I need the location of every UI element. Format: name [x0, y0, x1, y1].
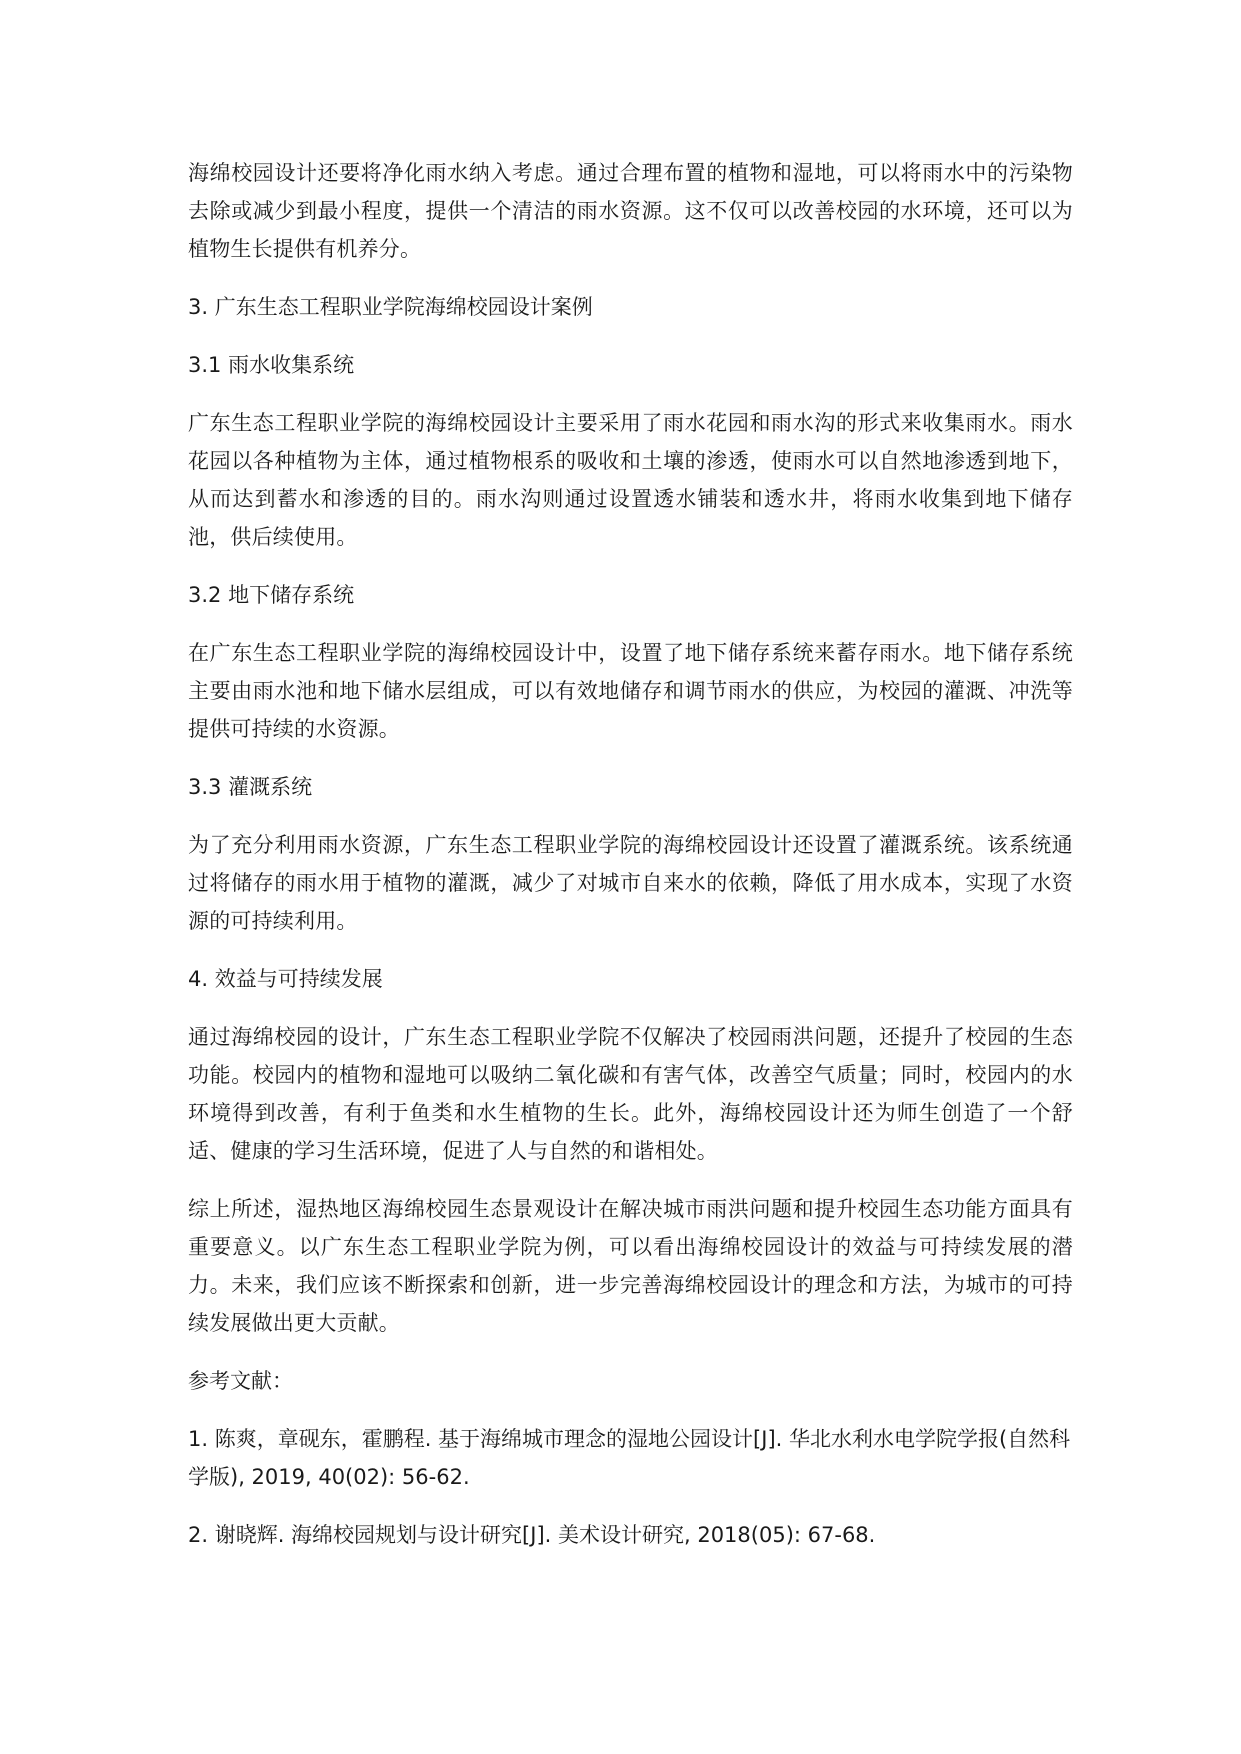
paragraph-benefits: 通过海绵校园的设计，广东生态工程职业学院不仅解决了校园雨洪问题，还提升了校园的生态功能。校园内的植物和湿地可以吸纳二氧化碳和有害气体，改善空气质量；同时，校园内的水环境得到改善，有利于鱼类和水生植物的生长。此外，海绵校园设计还为师生创造了一个舒适、健康的学习生活环境，促进了人与自然的和谐相处。 [188, 1025, 1073, 1163]
subsection-heading-irrigation: 3.3 灌溉系统 [188, 775, 313, 799]
paragraph-irrigation: 为了充分利用雨水资源，广东生态工程职业学院的海绵校园设计还设置了灌溉系统。该系统通过将储存的雨水用于植物的灌溉，减少了对城市自来水的依赖，降低了用水成本，实现了水资源的可持续利用。 [188, 833, 1073, 933]
document-body [188, 154, 1073, 1574]
section-heading-case-study: 3. 广东生态工程职业学院海绵校园设计案例 [188, 295, 593, 319]
reference-item: 1. 陈爽，章砚东，霍鹏程. 基于海绵城市理念的湿地公园设计[J]. 华北水利水电学院学报(自然科学版), 2019, 40(02): 56-62. [188, 1427, 1071, 1489]
paragraph-conclusion: 综上所述，湿热地区海绵校园生态景观设计在解决城市雨洪问题和提升校园生态功能方面具有重要意义。以广东生态工程职业学院为例，可以看出海绵校园设计的效益与可持续发展的潜力。未来，我们应该不断探索和创新，进一步完善海绵校园设计的理念和方法，为城市的可持续发展做出更大贡献。 [188, 1197, 1073, 1335]
subsection-heading-rain-collection: 3.1 雨水收集系统 [188, 353, 355, 377]
paragraph-rain-collection: 广东生态工程职业学院的海绵校园设计主要采用了雨水花园和雨水沟的形式来收集雨水。雨水花园以各种植物为主体，通过植物根系的吸收和土壤的渗透，使雨水可以自然地渗透到地下，从而达到蓄水和渗透的目的。雨水沟则通过设置透水铺装和透水井，将雨水收集到地下储存池，供后续使用。 [188, 411, 1073, 549]
paragraph-underground-storage: 在广东生态工程职业学院的海绵校园设计中，设置了地下储存系统来蓄存雨水。地下储存系统主要由雨水池和地下储水层组成，可以有效地储存和调节雨水的供应，为校园的灌溉、冲洗等提供可持续的水资源。 [188, 641, 1073, 741]
references-title: 参考文献： [188, 1369, 293, 1393]
subsection-heading-underground-storage: 3.2 地下储存系统 [188, 583, 355, 607]
section-heading-benefits: 4. 效益与可持续发展 [188, 967, 383, 991]
reference-item: 2. 谢晓辉. 海绵校园规划与设计研究[J]. 美术设计研究, 2018(05): 67-68. [188, 1523, 876, 1547]
paragraph-water-purification: 海绵校园设计还要将净化雨水纳入考虑。通过合理布置的植物和湿地，可以将雨水中的污染物去除或减少到最小程度，提供一个清洁的雨水资源。这不仅可以改善校园的水环境，还可以为植物生长提供有机养分。 [188, 161, 1073, 261]
